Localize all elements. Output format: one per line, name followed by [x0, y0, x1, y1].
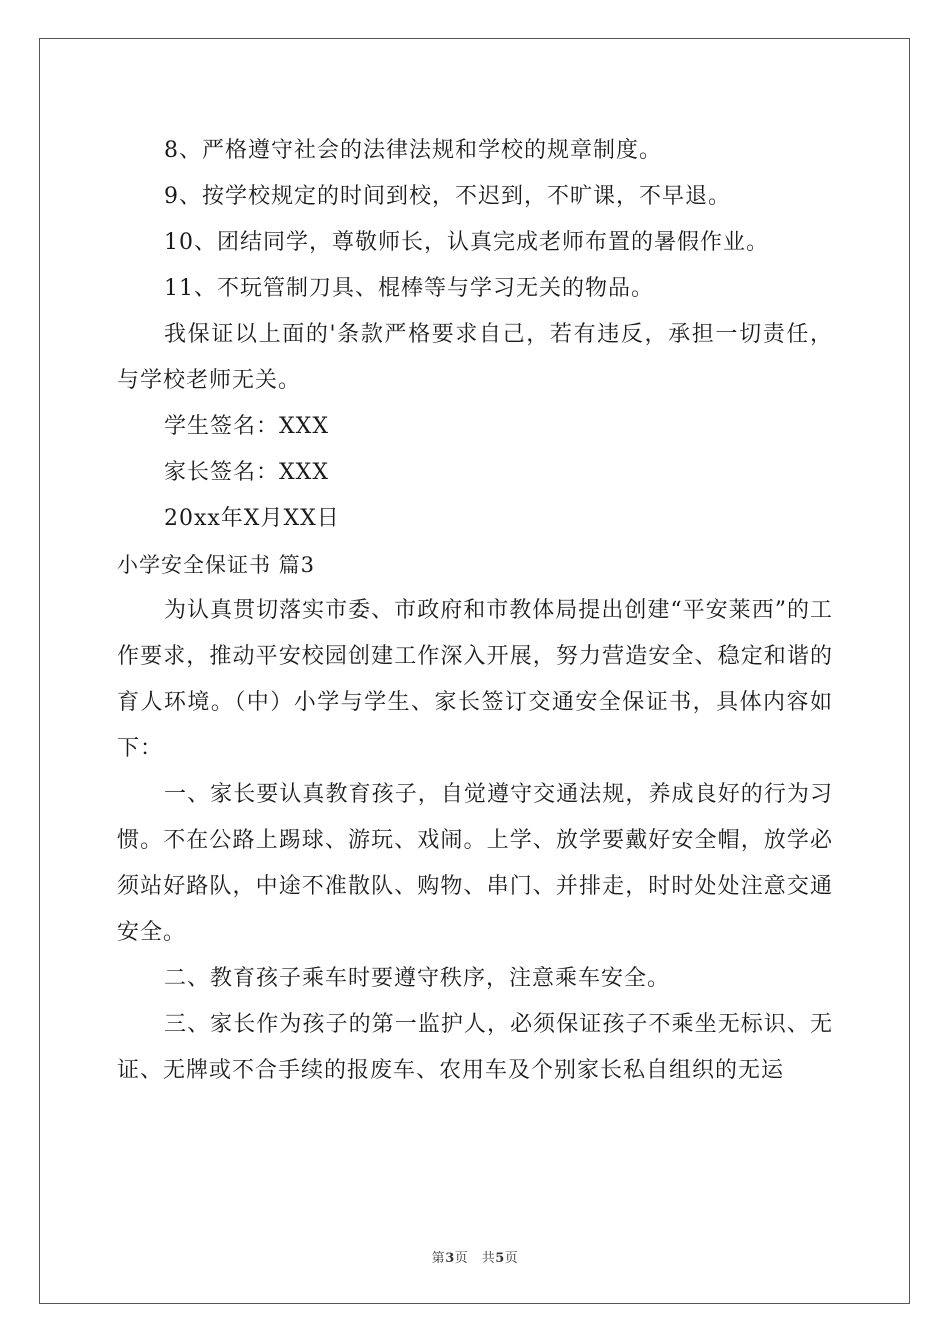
pledge-paragraph: 我保证以上面的'条款严格要求自己，若有违反，承担一切责任，与学校老师无关。 [117, 322, 833, 393]
footer-prefix: 第 [431, 1251, 446, 1266]
item-1-paragraph: 一、家长要认真教育孩子，自觉遵守交通法规，养成良好的行为习惯。不在公路上踢球、游玩、戏闹。上学、放学要戴好安全帽，放学必须站好路队，中途不准散队、购物、串门、并排走，时时处处注意交通安全。 [117, 782, 833, 945]
item-3-paragraph: 三、家长作为孩子的第一监护人，必须保证孩子不乘坐无标识、无证、无牌或不合手续的报废车、农用车及个别家长私自组织的无运 [117, 1012, 833, 1083]
rule-11: 11、不玩管制刀具、棍棒等与学习无关的物品。 [164, 276, 654, 301]
student-signature: 学生签名：XXX [164, 414, 329, 439]
intro-paragraph: 为认真贯切落实市委、市政府和市教体局提出创建“平安莱西”的工作要求，推动平安校园创建工作深入开展，努力营造安全、稳定和谐的育人环境。（中）小学与学生、家长签订交通安全保证书，具体内容如下： [117, 598, 833, 761]
document-body [117, 128, 833, 1094]
footer-total-pages: 5 [495, 1251, 505, 1266]
section-heading: 小学安全保证书 篇3 [117, 553, 316, 577]
rule-8: 8、严格遵守社会的法律法规和学校的规章制度。 [164, 138, 662, 163]
rule-9: 9、按学校规定的时间到校，不迟到，不旷课，不早退。 [164, 184, 731, 209]
footer-current-page: 3 [445, 1251, 455, 1266]
footer-suffix: 页 [504, 1251, 519, 1266]
parent-signature: 家长签名：XXX [164, 460, 329, 485]
rule-10: 10、团结同学，尊敬师长，认真完成老师布置的暑假作业。 [164, 230, 769, 255]
page-footer [0, 1247, 950, 1266]
signature-date: 20xx年X月XX日 [164, 506, 340, 531]
item-2-paragraph: 二、教育孩子乘车时要遵守秩序，注意乘车安全。 [164, 966, 671, 991]
footer-mid: 页 共 [454, 1251, 496, 1266]
